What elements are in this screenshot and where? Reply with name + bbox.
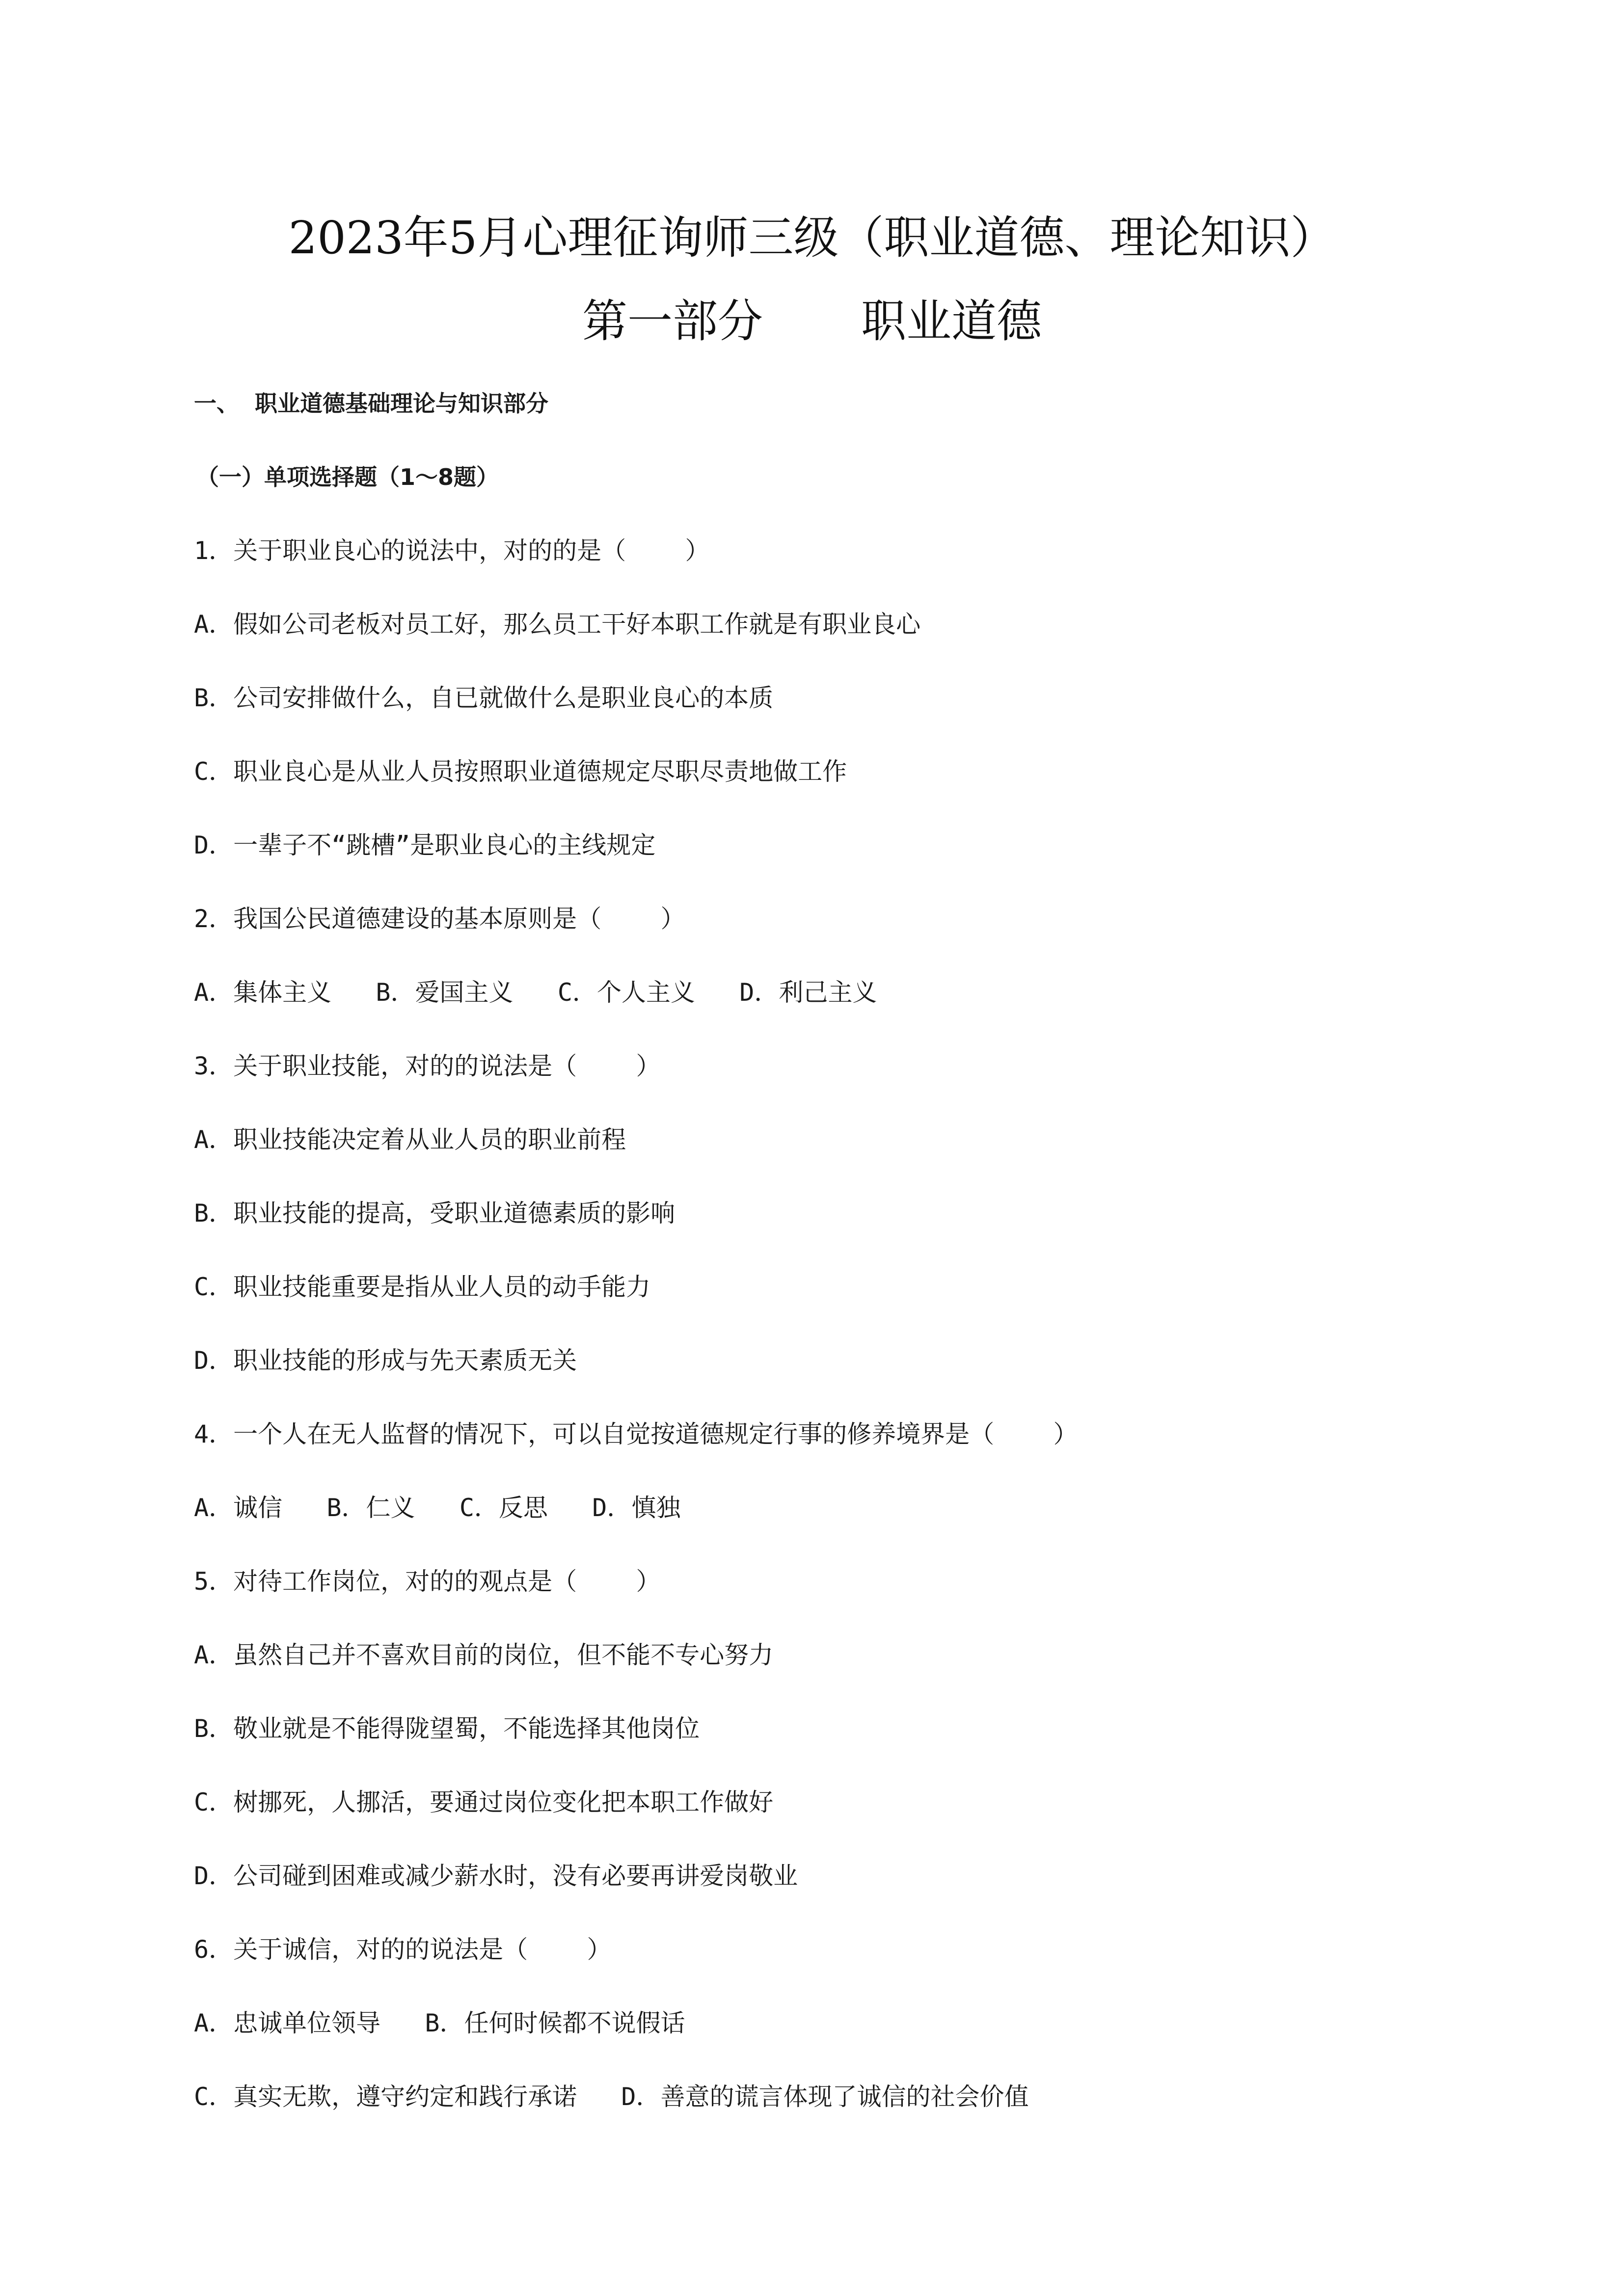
- options-6cd: C．真实无欺，遵守约定和践行承诺 D．善意的谎言体现了诚信的社会价值: [194, 2082, 1029, 2111]
- option-1b: B．公司安排做什么，自已就做什么是职业良心的本质: [194, 684, 774, 712]
- part-title-left: 第一部分: [582, 295, 763, 347]
- question-5: 5．对待工作岗位，对的的观点是（ ）: [194, 1567, 661, 1596]
- option-5c: C．树挪死，人挪活，要通过岗位变化把本职工作做好: [194, 1788, 774, 1816]
- option-1d: D．一辈子不“跳槽”是职业良心的主线规定: [194, 831, 656, 859]
- option-3c: C．职业技能重要是指从业人员的动手能力: [194, 1273, 651, 1301]
- part-title-right: 职业道德: [861, 295, 1042, 347]
- option-5b: B．敬业就是不能得陇望蜀，不能选择其他岗位: [194, 1714, 700, 1743]
- option-5a: A．虽然自己并不喜欢目前的岗位，但不能不专心努力: [194, 1641, 774, 1669]
- question-6: 6．关于诚信，对的的说法是（ ）: [194, 1935, 612, 1964]
- option-3a: A．职业技能决定着从业人员的职业前程: [194, 1125, 626, 1154]
- options-4: A．诚信 B．仁义 C．反思 D．慎独: [194, 1494, 681, 1522]
- options-2: A．集体主义 B．爱国主义 C．个人主义 D．利己主义: [194, 978, 877, 1007]
- question-1: 1．关于职业良心的说法中，对的的是（ ）: [194, 536, 710, 565]
- option-1c: C．职业良心是从业人员按照职业道德规定尽职尽责地做工作: [194, 757, 847, 786]
- option-5d: D．公司碰到困难或减少薪水时，没有必要再讲爱岗敬业: [194, 1862, 798, 1890]
- section-heading: 一、 职业道德基础理论与知识部分: [194, 390, 549, 417]
- part-title: [0, 294, 1624, 348]
- question-4: 4．一个人在无人监督的情况下，可以自觉按道德规定行事的修养境界是（ ）: [194, 1420, 1078, 1448]
- question-2: 2．我国公民道德建设的基本原则是（ ）: [194, 905, 685, 933]
- option-3d: D．职业技能的形成与先天素质无关: [194, 1346, 577, 1375]
- subsection-heading: （一）单项选择题（1～8题）: [196, 464, 499, 490]
- options-6ab: A．忠诚单位领导 B．任何时候都不说假话: [194, 2009, 685, 2037]
- option-1a: A．假如公司老板对员工好，那么员工干好本职工作就是有职业良心: [194, 610, 921, 639]
- option-3b: B．职业技能的提高，受职业道德素质的影响: [194, 1199, 676, 1228]
- question-3: 3．关于职业技能，对的的说法是（ ）: [194, 1052, 661, 1080]
- document-title: 2023年5月心理征询师三级（职业道德、理论知识）: [288, 212, 1336, 264]
